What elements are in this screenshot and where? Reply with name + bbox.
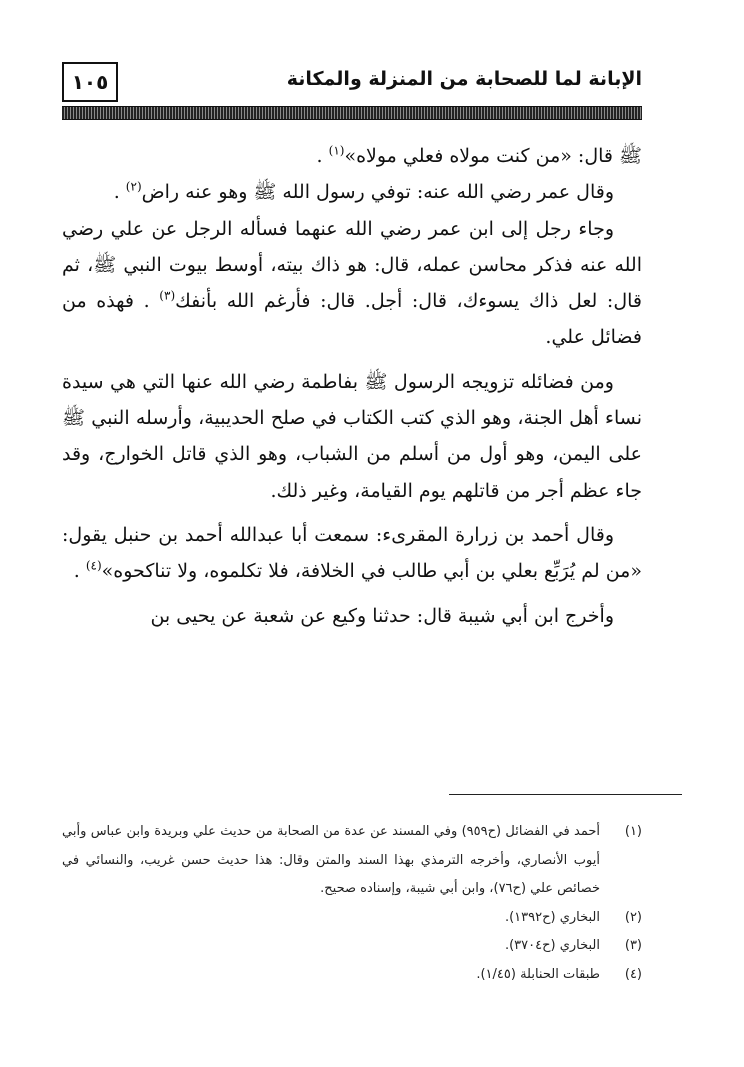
footnote <box>62 932 642 961</box>
footnote <box>62 904 642 933</box>
footnote-ref: (٢) <box>125 179 142 194</box>
paragraph: ﷺ قال: «من كنت مولاه فعلي مولاه»$^{(١)}$ . <box>316 143 642 167</box>
paragraph: وجاء رجل إلى ابن عمر رضي الله عنهما فسأله الرجل عن علي رضي الله عنه فذكر محاسن عمله، قال: هو ذاك بيته، أوسط بيوت النبي ﷺ، ثم قال: لعل ذاك يسوءك، قال: أجل. قال: فأرغم الله بأنفك$^{(٣)}$ . فهذه من فضائل علي. <box>62 217 642 349</box>
body-text <box>62 138 642 634</box>
footnote-number: (٤) <box>624 966 642 982</box>
footnote-text: أحمد في الفضائل (ح٩٥٩) وفي المسند عن عدة من الصحابة من حديث علي وبريدة وابن عباس وأبي أيوب الأنصاري، وأخرجه الترمذي بهذا السند والمتن وقال: هذا حديث حسن غريب، والنسائي في خصائص علي (ح٧٦)، وابن أبي شيبة، وإسناده صحيح. <box>62 824 600 896</box>
footnote-ref: (٤) <box>85 558 102 573</box>
paragraph: وقال عمر رضي الله عنه: توفي رسول الله ﷺ وهو عنه راض$^{(٢)}$ . <box>113 179 614 204</box>
footnote <box>62 818 642 904</box>
footnote <box>62 961 642 990</box>
header-rule <box>62 106 642 120</box>
page-number: ١٠٥ <box>62 62 118 102</box>
running-title: الإبانة لما للصحابة من المنزلة والمكانة <box>286 68 642 90</box>
footnote-text: البخاري (ح١٣٩٢). <box>504 909 600 925</box>
footnotes <box>62 818 642 989</box>
paragraph: وقال أحمد بن زرارة المقرىء: سمعت أبا عبدالله أحمد بن حنبل يقول: «من لم يُرَبِّع بعلي بن أبي طالب في الخلافة، فلا تكلموه، ولا تناكحوه»$^{(٤)}$ . <box>62 523 642 583</box>
footnote-number: (٣) <box>624 938 642 953</box>
footnote-text: البخاري (ح٣٧٠٤). <box>504 938 600 953</box>
footnote-separator <box>449 794 682 795</box>
footnote-number: (٢) <box>624 909 642 925</box>
footnote-ref: (٣) <box>159 288 176 303</box>
paragraph: وأخرج ابن أبي شيبة قال: حدثنا وكيع عن شعبة عن يحيى بن <box>150 604 614 627</box>
paragraph: ومن فضائله تزويجه الرسول ﷺ بفاطمة رضي الله عنها التي هي سيدة نساء أهل الجنة، وهو الذي كتب الكتاب في صلح الحديبية، وأرسله النبي ﷺ على اليمن، وهو أول من أسلم من الشباب، وهو الذي قاتل الخوارج، وقد جاء عظم أجر من قاتلهم يوم القيامة، وغير ذلك. <box>62 370 642 502</box>
footnote-text: طبقات الحنابلة (١/٤٥). <box>476 966 600 982</box>
footnote-number: (١) <box>624 824 642 839</box>
footnote-ref: (١) <box>328 143 345 158</box>
page-header <box>62 62 642 106</box>
